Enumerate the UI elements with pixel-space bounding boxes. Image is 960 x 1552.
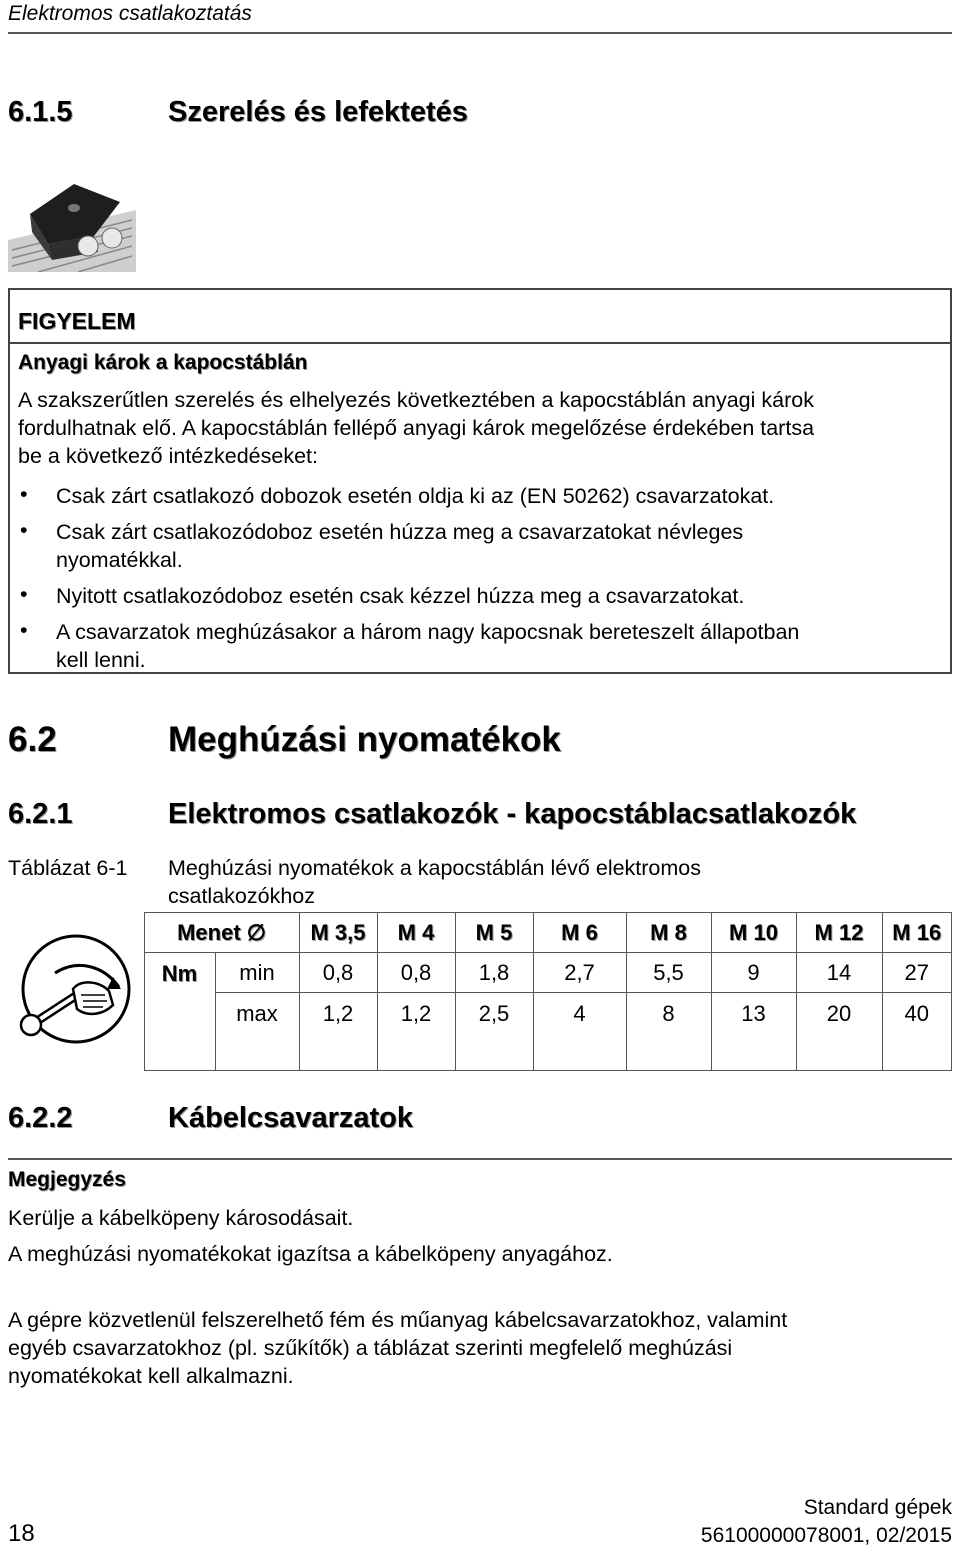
table-header-cell: M 10 [711,913,796,953]
section-title: Szerelés és lefektetés [168,96,468,128]
table-header-cell: M 8 [626,913,711,953]
notice-divider [8,342,952,344]
bullet-icon: • [20,482,28,506]
table-caption-label: Táblázat 6-1 [8,856,128,880]
table-cell: 0,8 [299,953,377,993]
header-rule [8,32,952,34]
table-header-cell: M 6 [533,913,626,953]
doc-id: 56100000078001, 02/2015 [700,1524,952,1547]
thread-header: Menet ∅ [144,913,299,953]
table-cell: 40 [882,993,952,1071]
table-cell: 1,8 [455,953,533,993]
section-number: 6.2 [8,720,57,759]
wrench-hand-icon [17,929,135,1049]
page-number: 18 [8,1520,35,1547]
table-header-cell: M 3,5 [299,913,377,953]
table-cell: 13 [711,993,796,1071]
section-title: Meghúzási nyomatékok [168,720,561,759]
notice-intro: A szakszerűtlen szerelés és elhelyezés következtében a kapocstáblán anyagi károk fordulhatnak elő. A kapocstáblán fellépő anyagi károk megelőzése érdekében tartsa be a következő intézkedéseket: [18,388,815,468]
terminal-box-image [8,180,136,272]
wrench-icon-cell [8,913,144,1071]
table-cell: 2,5 [455,993,533,1071]
table-cell: 4 [533,993,626,1071]
table-cell: 8 [626,993,711,1071]
bullet-icon: • [20,582,28,606]
note-rule [8,1158,952,1160]
table-cell: 9 [711,953,796,993]
notice-bullet: Csak zárt csatlakozó dobozok esetén oldja ki az (EN 50262) csavarzatokat. [56,484,775,508]
row-label: min [215,953,299,993]
row-label: max [215,993,299,1071]
torque-table [8,912,952,1071]
table-header-cell: M 12 [796,913,882,953]
section-number: 6.1.5 [8,96,73,128]
notice-subheading: Anyagi károk a kapocstáblán [18,351,308,374]
table-cell: 1,2 [299,993,377,1071]
table-header-cell: M 4 [377,913,455,953]
table-cell: 14 [796,953,882,993]
table-cell: 5,5 [626,953,711,993]
table-header-cell: M 16 [882,913,952,953]
notice-box [8,288,952,674]
table-cell: 2,7 [533,953,626,993]
section-title: Elektromos csatlakozók - kapocstáblacsatlakozók [168,798,857,830]
running-header: Elektromos csatlakoztatás [8,2,252,25]
table-cell: 20 [796,993,882,1071]
table-cell: 27 [882,953,952,993]
notice-bullet: A csavarzatok meghúzásakor a három nagy kapocsnak bereteszelt állapotban kell lenni. [56,620,800,672]
note-line: Kerülje a kábelköpeny károsodásait. [8,1206,354,1230]
bullet-icon: • [20,618,28,642]
notice-bullet: Csak zárt csatlakozódoboz esetén húzza meg a csavarzatokat névleges nyomatékkal. [56,520,744,572]
notice-bullet: Nyitott csatlakozódoboz esetén csak kézzel húzza meg a csavarzatokat. [56,584,745,608]
note-heading: Megjegyzés [8,1168,126,1191]
note-line: A meghúzási nyomatékokat igazítsa a kábelköpeny anyagához. [8,1242,613,1266]
doc-title: Standard gépek [803,1496,952,1519]
notice-heading: FIGYELEM [18,308,136,334]
section-title: Kábelcsavarzatok [168,1102,414,1134]
bullet-icon: • [20,518,28,542]
body-paragraph: A gépre közvetlenül felszerelhető fém és műanyag kábelcsavarzatokhoz, valamint egyéb csavarzatokhoz (pl. szűkítők) a táblázat szerinti megfelelő meghúzási nyomatékokat kell alkalmazni. [8,1308,788,1388]
table-header-cell: M 5 [455,913,533,953]
table-cell: 1,2 [377,993,455,1071]
table-caption-text: Meghúzási nyomatékok a kapocstáblán lévő elektromos csatlakozókhoz [168,856,702,908]
section-number: 6.2.2 [8,1102,73,1134]
unit-cell: Nm [144,953,215,1071]
table-cell: 0,8 [377,953,455,993]
section-number: 6.2.1 [8,798,73,830]
